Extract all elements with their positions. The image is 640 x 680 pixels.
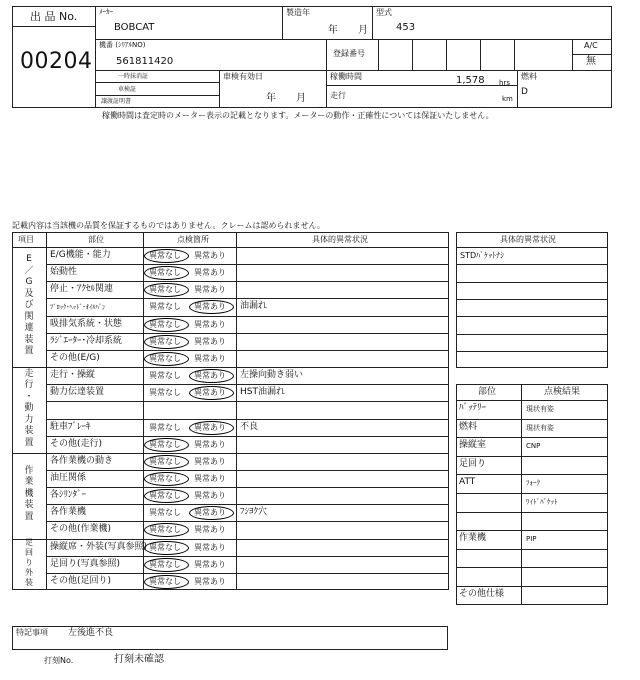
row-line	[46, 316, 449, 317]
row-line	[456, 247, 608, 248]
table-row-part: その他(走行)	[50, 439, 103, 449]
special-value: 左後進不良	[68, 628, 114, 638]
group-title-char: 置	[24, 512, 34, 522]
row-line	[456, 282, 608, 283]
row-line	[46, 350, 449, 351]
item-no: 00204	[20, 49, 93, 74]
row-line	[46, 504, 449, 505]
inspect-label: 車検有効日	[223, 72, 263, 81]
opt-normal: 異常なし	[149, 440, 181, 449]
group-title-char: 足	[25, 538, 33, 547]
group-title-char: び	[24, 300, 34, 310]
selected-mark	[144, 575, 189, 589]
year-label: 製造年	[286, 8, 310, 17]
group-title-char: 関	[24, 312, 34, 322]
table-row-part: 各ｼﾘﾝﾀﾞｰ	[50, 490, 87, 500]
opt-abnormal: 異常あり	[194, 251, 226, 260]
selected-mark	[144, 523, 189, 537]
model: 453	[396, 22, 416, 33]
selected-mark	[144, 283, 189, 297]
row-line	[456, 334, 608, 335]
group-title-char: 外	[25, 568, 33, 577]
opt-abnormal: 異常あり	[194, 354, 226, 363]
row-line	[456, 437, 608, 438]
row-line	[456, 400, 608, 401]
row-line	[456, 493, 608, 494]
table-row-part: その他(足回り)	[50, 576, 112, 586]
hours-note: 稼働時間は査定時のメーター表示の記載となります。メーターの動作・正確性については保証いたしません。	[102, 111, 494, 120]
opt-normal: 異常なし	[149, 388, 181, 397]
col-line	[143, 232, 144, 590]
selected-mark	[144, 335, 189, 349]
row-line	[46, 384, 449, 385]
row-line	[46, 419, 449, 420]
col-line	[46, 232, 47, 590]
opt-normal: 異常なし	[149, 525, 181, 534]
row-line	[46, 281, 449, 282]
opt-normal: 異常なし	[149, 268, 181, 277]
selected-mark	[144, 489, 189, 503]
selected-mark	[144, 455, 189, 469]
right-bottom-result: CNP	[526, 442, 541, 450]
selected-mark	[189, 421, 234, 435]
opt-abnormal: 異常あり	[194, 543, 226, 552]
right-bottom-part: 操縦室	[459, 440, 487, 450]
table-row-part: 走行・操縦	[50, 370, 96, 380]
fuel-label: 燃料	[521, 72, 537, 81]
inspection-table	[12, 232, 449, 590]
opt-abnormal: 異常あり	[194, 371, 226, 380]
hours-label: 稼働時間	[330, 72, 362, 81]
group-title-char: 連	[24, 323, 34, 333]
group-title-char: ／	[24, 266, 34, 276]
group-title-char: 業	[24, 477, 34, 487]
right-bottom-result: ﾜｲﾄﾞﾊﾞｹｯﾄ	[526, 498, 558, 506]
opt-abnormal: 異常あり	[194, 320, 226, 329]
right-top-row: STDﾊﾞｹｯﾄﾅｼ	[460, 251, 505, 260]
selected-mark	[144, 352, 189, 366]
maker-label: ﾒｰｶｰ	[99, 8, 113, 16]
row-line	[12, 453, 449, 454]
table-row-part: その他(E/G)	[50, 353, 100, 363]
reg-label: 登録番号	[333, 49, 365, 58]
group-title-char: E	[26, 254, 32, 264]
opt-normal: 異常なし	[149, 491, 181, 500]
fuel-value: D	[521, 87, 528, 97]
table-row-detail: ﾌｼﾖｸ穴	[240, 507, 268, 517]
row-line	[456, 512, 608, 513]
table-row-part: ﾗｼﾞｴｰﾀｰ･冷却系統	[50, 336, 123, 346]
row-line	[46, 436, 449, 437]
opt-abnormal: 異常あり	[194, 474, 226, 483]
opt-abnormal: 異常あり	[194, 525, 226, 534]
row-line	[46, 401, 449, 402]
selected-mark	[144, 438, 189, 452]
cert1: 一時抹消証	[118, 73, 149, 80]
opt-normal: 異常なし	[149, 251, 181, 260]
group-title-char: ・	[24, 392, 34, 402]
right-top-header: 具体的異常状況	[500, 235, 556, 244]
row-line	[46, 521, 449, 522]
opt-abnormal: 異常あり	[194, 285, 226, 294]
right-bottom-border	[456, 384, 608, 605]
selected-mark	[144, 472, 189, 486]
table-row-part: ﾌﾞﾛｯｸ･ﾍｯﾄﾞ･ｵｲﾙﾊﾟﾝ	[50, 303, 106, 311]
maker: BOBCAT	[114, 22, 155, 33]
opt-abnormal: 異常あり	[194, 440, 226, 449]
row-line	[456, 351, 608, 352]
opt-normal: 異常なし	[149, 423, 181, 432]
table-row-part: 足回り(写真参照)	[50, 559, 121, 569]
row-line	[46, 573, 449, 574]
item-no-label: 出 品 No.	[30, 10, 78, 23]
right-bottom-part: 作業機	[459, 533, 487, 543]
row-line	[46, 333, 449, 334]
opt-normal: 異常なし	[149, 474, 181, 483]
right-bottom-part: ATT	[459, 477, 476, 487]
right-bottom-part: ﾊﾞｯﾃﾘｰ	[459, 403, 487, 413]
selected-mark	[189, 300, 234, 314]
opt-normal: 異常なし	[149, 508, 181, 517]
table-row-part: E/G機能・能力	[50, 250, 111, 260]
row-line	[46, 556, 449, 557]
ac-value: 無	[586, 56, 596, 67]
opt-abnormal: 異常あり	[194, 457, 226, 466]
table-row-part: 停止・ｱｸｾﾙ関連	[50, 284, 114, 294]
group-title-char: 力	[24, 415, 34, 425]
selected-mark	[144, 558, 189, 572]
table-row-detail: 不良	[240, 422, 259, 432]
table-row-part: 操縦席・外装(写真参照)	[50, 542, 148, 552]
right-check-table	[456, 384, 608, 622]
row-line	[46, 470, 449, 471]
table-row-detail: 左操向動き弱い	[240, 370, 304, 380]
opt-normal: 異常なし	[149, 354, 181, 363]
opt-normal: 異常なし	[149, 457, 181, 466]
right-bottom-result: ﾌｫｰｸ	[526, 479, 540, 487]
row-line	[46, 487, 449, 488]
opt-normal: 異常なし	[149, 543, 181, 552]
right-bottom-result: 現状有姿	[526, 424, 554, 432]
col-line	[521, 384, 522, 605]
opt-normal: 異常なし	[149, 337, 181, 346]
right-bottom-result: 現状有姿	[526, 405, 554, 413]
year-value: 年 月	[328, 25, 368, 36]
group-title-char: 走	[24, 369, 34, 379]
opt-abnormal: 異常あり	[194, 508, 226, 517]
special-label: 特記事項	[16, 628, 48, 637]
opt-abnormal: 異常あり	[194, 268, 226, 277]
row-line	[456, 549, 608, 550]
table-row-part: 各作業機の動き	[50, 456, 114, 466]
hours-unit: hrs	[499, 79, 510, 87]
row-line	[456, 567, 608, 568]
table-row-detail: HST油漏れ	[240, 387, 285, 397]
col-line	[236, 232, 237, 590]
opt-normal: 異常なし	[149, 320, 181, 329]
cert3: 譲渡証明書	[101, 98, 132, 105]
serial-label: 機番 (ｼﾘｱﾙNO)	[99, 41, 146, 49]
inspect-value: 年 月	[266, 93, 306, 104]
table-row-part: 始動性	[50, 267, 78, 277]
travel-label: 走行	[330, 91, 346, 100]
opt-normal: 異常なし	[149, 302, 181, 311]
selected-mark	[189, 369, 234, 383]
group-title-char: り	[25, 558, 33, 567]
opt-abnormal: 異常あり	[194, 560, 226, 569]
group-title-char: 装	[24, 335, 34, 345]
table-row-part: 油圧関係	[50, 473, 87, 483]
ac-label: A/C	[584, 41, 598, 50]
hours-value: 1,578	[456, 75, 485, 86]
table-row-part: 各作業機	[50, 507, 87, 517]
table-row-detail: 油漏れ	[240, 301, 268, 311]
header-line	[12, 247, 449, 248]
opt-abnormal: 異常あり	[194, 388, 226, 397]
group-title-char: 行	[24, 380, 34, 390]
opt-normal: 異常なし	[149, 371, 181, 380]
opt-abnormal: 異常あり	[194, 302, 226, 311]
right-bottom-header: 部位	[478, 387, 497, 397]
row-line	[456, 530, 608, 531]
opt-abnormal: 異常あり	[194, 577, 226, 586]
group-title-char: 作	[24, 466, 34, 476]
opt-normal: 異常なし	[149, 577, 181, 586]
row-line	[456, 586, 608, 587]
cert2: 車検証	[118, 86, 137, 93]
stamp-value: 打刻未確認	[114, 654, 164, 665]
table-row-part: その他(作業機)	[50, 524, 112, 534]
table-row-part: 吸排気系統・状態	[50, 319, 123, 329]
table-row-part: 駐車ﾌﾞﾚｰｷ	[50, 422, 91, 432]
row-line	[456, 474, 608, 475]
group-title-char: 置	[24, 346, 34, 356]
opt-abnormal: 異常あり	[194, 337, 226, 346]
right-bottom-part: その他仕様	[459, 589, 505, 599]
group-title-char: 機	[24, 489, 34, 499]
km-unit: km	[502, 95, 513, 103]
right-bottom-part: 燃料	[459, 422, 478, 432]
model-label: 型式	[376, 8, 392, 17]
row-line	[456, 419, 608, 420]
serial: 561811420	[116, 56, 174, 67]
group-title-char: 装	[24, 426, 34, 436]
column-header: 部位	[88, 235, 104, 244]
selected-mark	[144, 541, 189, 555]
stamp-label: 打刻No.	[44, 656, 74, 665]
group-title-char: 置	[24, 438, 34, 448]
opt-normal: 異常なし	[149, 560, 181, 569]
group-title-char: G	[25, 277, 33, 287]
column-header: 具体的異常状況	[312, 235, 368, 244]
selected-mark	[144, 266, 189, 280]
quality-note: 記載内容は当該機の品質を保証するものではありません。クレームは認められません。	[12, 221, 325, 230]
row-line	[12, 539, 449, 540]
row-line	[12, 367, 449, 368]
selected-mark	[144, 249, 189, 263]
selected-mark	[144, 318, 189, 332]
row-line	[456, 264, 608, 265]
row-line	[456, 299, 608, 300]
right-bottom-header: 点検結果	[544, 387, 581, 397]
right-bottom-part: 足回り	[459, 459, 487, 469]
row-line	[46, 298, 449, 299]
table-row-part: 動力伝達装置	[50, 387, 105, 397]
row-line	[456, 456, 608, 457]
selected-mark	[189, 386, 234, 400]
opt-abnormal: 異常あり	[194, 491, 226, 500]
right-detail-table	[456, 232, 608, 368]
column-header: 点検箇所	[177, 235, 209, 244]
column-header: 項目	[18, 235, 34, 244]
opt-normal: 異常なし	[149, 285, 181, 294]
group-title-char: 装	[25, 578, 33, 587]
opt-abnormal: 異常あり	[194, 423, 226, 432]
row-line	[456, 316, 608, 317]
group-title-char: 動	[24, 403, 34, 413]
group-title-char: 回	[25, 548, 33, 557]
group-title-char: 装	[24, 500, 34, 510]
right-bottom-result: PIP	[526, 535, 537, 543]
group-title-char: 及	[24, 289, 34, 299]
row-line	[46, 264, 449, 265]
selected-mark	[189, 506, 234, 520]
